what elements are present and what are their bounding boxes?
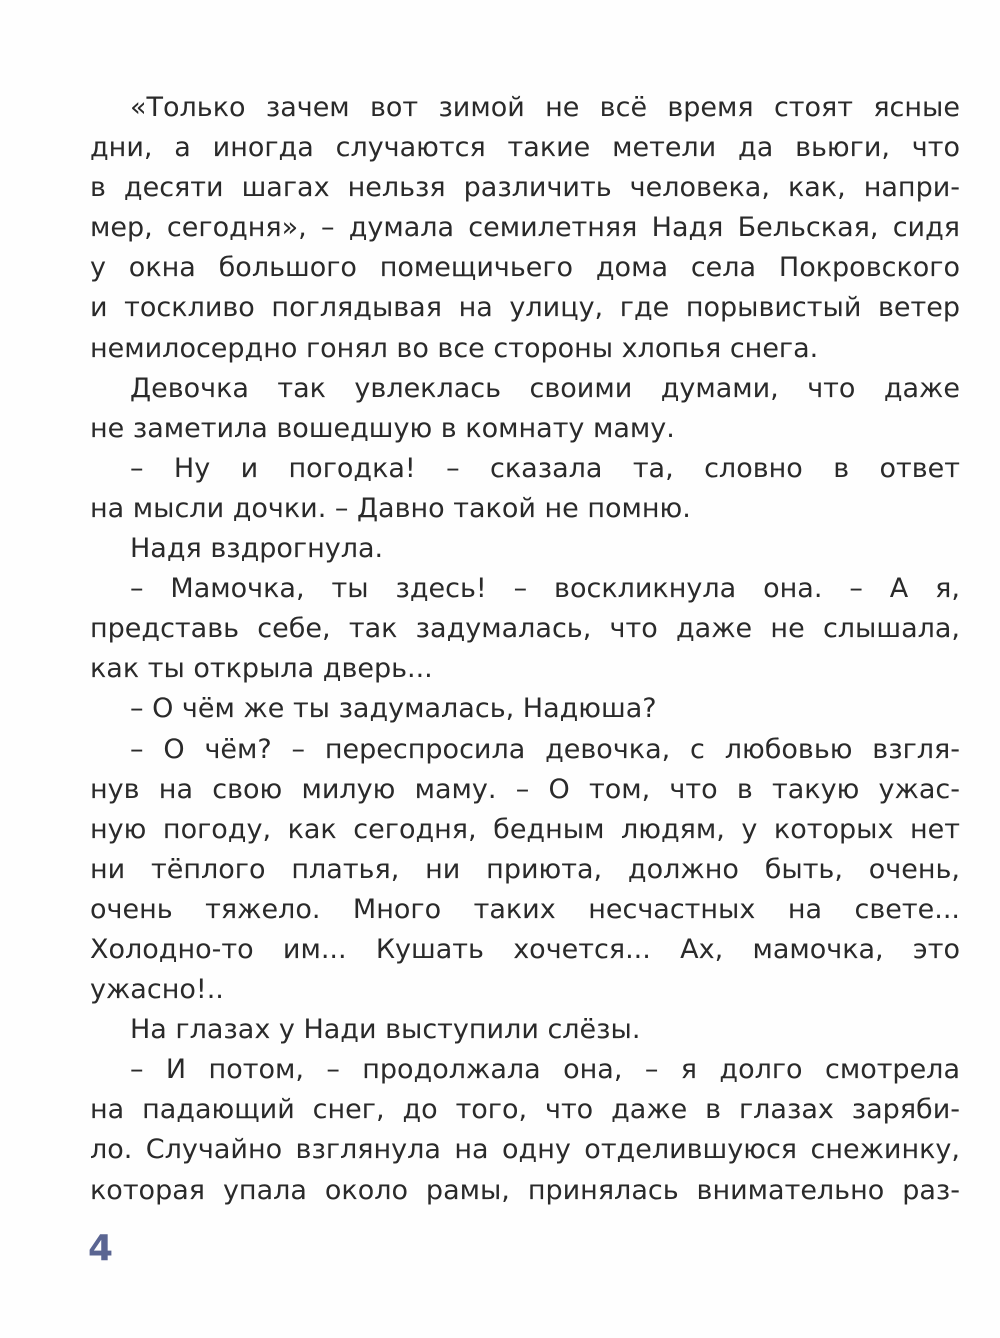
- page-text: [90, 88, 960, 1211]
- text-line: – О чём? – переспросила девочка, с любовью взгля-: [130, 733, 960, 765]
- text-line: ужасно!..: [90, 974, 224, 1006]
- text-line: Холодно-то им... Кушать хочется... Ах, мамочка, это: [90, 933, 960, 965]
- text-line: На глазах у Нади выступили слёзы.: [130, 1014, 641, 1046]
- text-line: очень тяжело. Много таких несчастных на свете...: [90, 893, 960, 925]
- text-line: Девочка так увлеклась своими думами, что даже: [130, 372, 960, 404]
- text-line: «Только зачем вот зимой не всё время стоят ясные: [130, 92, 960, 123]
- text-line: немилосердно гонял во все стороны хлопья снега.: [90, 332, 819, 364]
- text-line: Надя вздрогнула.: [130, 533, 384, 565]
- text-line: которая упала около рамы, принялась внимательно раз-: [90, 1174, 960, 1206]
- text-line: дни, а иногда случаются такие метели да вьюги, что: [90, 132, 960, 164]
- text-line: – Ну и погодка! – сказала та, словно в ответ: [130, 452, 960, 484]
- text-line: на мысли дочки. – Давно такой не помню.: [90, 492, 691, 524]
- text-line: мер, сегодня», – думала семилетняя Надя Бельская, сидя: [90, 212, 960, 244]
- text-line: в десяти шагах нельзя различить человека, как, напри-: [90, 172, 960, 204]
- text-line: не заметила вошедшую в комнату маму.: [90, 412, 675, 444]
- text-line: у окна большого помещичьего дома села Покровского: [90, 252, 960, 284]
- text-line: – И потом, – продолжала она, – я долго смотрела: [130, 1054, 960, 1086]
- text-line: на падающий снег, до того, что даже в глазах заряби-: [90, 1094, 960, 1126]
- text-line: и тоскливо поглядывая на улицу, где порывистый ветер: [90, 292, 960, 324]
- text-line: ло. Случайно взглянула на одну отделившуюся снежинку,: [90, 1134, 960, 1166]
- text-line: нув на свою милую маму. – О том, что в такую ужас-: [90, 773, 960, 805]
- text-line: представь себе, так задумалась, что даже не слышала,: [90, 613, 960, 645]
- text-line: – Мамочка, ты здесь! – воскликнула она. – А я,: [130, 573, 960, 605]
- page-number: 4: [88, 1228, 114, 1269]
- text-line: ни тёплого платья, ни приюта, должно быть, очень,: [90, 853, 960, 885]
- text-line: как ты открыла дверь...: [90, 653, 433, 685]
- text-line: ную погоду, как сегодня, бедным людям, у которых нет: [90, 813, 960, 845]
- text-line: – О чём же ты задумалась, Надюша?: [130, 693, 657, 725]
